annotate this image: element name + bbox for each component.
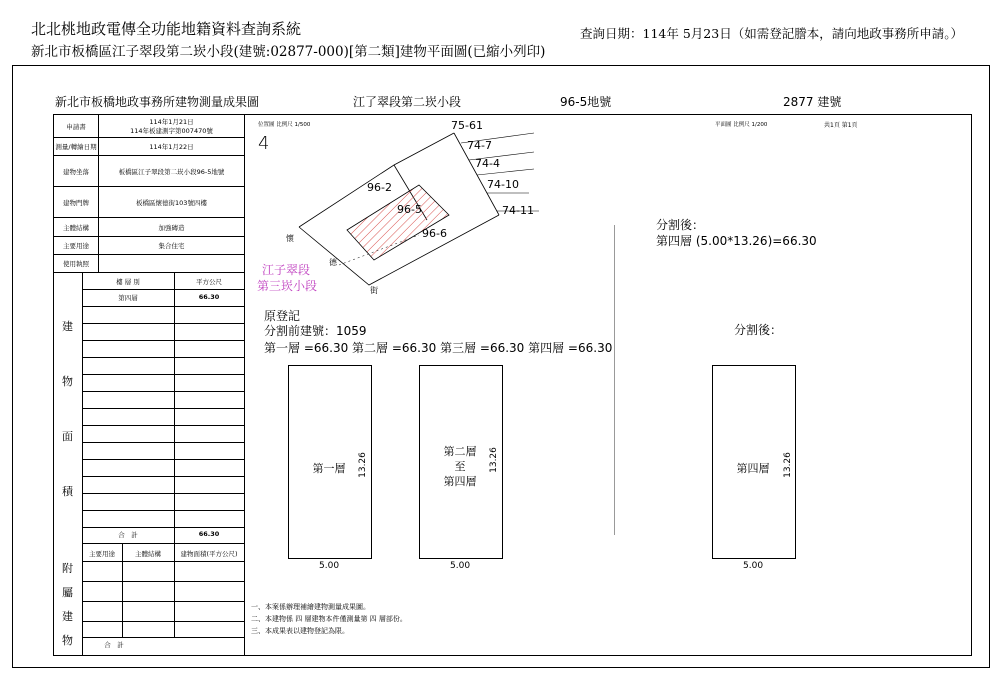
floor-name: 第四層 <box>118 294 138 302</box>
original-title: 原登記 <box>264 309 301 323</box>
lot-96-6: 96-6 <box>422 227 447 240</box>
lot-74-4: 74-4 <box>475 157 500 170</box>
table-rule <box>82 323 244 324</box>
lot-75-61: 75-61 <box>451 119 483 132</box>
annex-side <box>54 544 83 655</box>
info-table <box>54 115 245 655</box>
table-rule <box>82 306 244 307</box>
license-row <box>54 255 244 273</box>
section-label-1: 江子翠段 <box>262 263 311 277</box>
survey-date-value: 114年1月22日 <box>149 143 194 151</box>
structure-row <box>54 218 244 237</box>
plan-3-width: 5.00 <box>743 561 764 571</box>
location-label: 建物坐落 <box>54 156 99 186</box>
position-note: 位置圖 比例尺 1/500 <box>258 122 311 128</box>
annex-char-3: 建 <box>62 610 73 623</box>
lot-74-7: 74-7 <box>467 139 492 152</box>
door-row <box>54 187 244 218</box>
table-rule <box>82 289 244 290</box>
structure-label: 主體結構 <box>54 218 99 236</box>
after-calc: 第四層 (5.00*13.26)=66.30 <box>656 234 817 248</box>
plan-scale-note: 平面圖 比例尺 1/200 <box>715 122 768 128</box>
north-arrow-icon: 4 <box>258 133 270 154</box>
plan-1-height: 13.26 <box>357 452 368 478</box>
survey-date-row <box>54 138 244 156</box>
table-rule <box>82 543 244 544</box>
structure-value: 加強磚造 <box>158 223 185 232</box>
table-rule <box>82 527 244 528</box>
use-row <box>54 237 244 255</box>
annex-rule <box>82 581 244 582</box>
annex-total-label: 合 計 <box>104 641 124 649</box>
table-rule <box>82 408 244 409</box>
plan-1-label: 第一層 <box>312 462 346 475</box>
apply-label: 申請書 <box>54 115 99 137</box>
divider <box>614 225 615 535</box>
table-rule <box>82 340 244 341</box>
location-row <box>54 156 244 187</box>
table-rule <box>82 493 244 494</box>
plan-3-height: 13.26 <box>782 452 793 478</box>
page-note: 共1頁 第1頁 <box>824 122 858 129</box>
plan-1-width: 5.00 <box>319 561 340 571</box>
apply-number: 114年板建測字第007470號 <box>130 127 213 135</box>
annex-rule <box>82 637 244 638</box>
side-char-4: 積 <box>62 485 73 498</box>
plan-3-label: 第四層 <box>736 462 770 475</box>
section-title: 江了翠段第二崁小段 <box>353 95 462 109</box>
annex-rule <box>82 621 244 622</box>
lot-number: 96-5地號 <box>560 95 612 109</box>
plan-2-width: 5.00 <box>450 561 471 571</box>
system-title: 北北桃地政電傳全功能地籍資料查詢系統 <box>31 20 302 38</box>
floor-area: 66.30 <box>198 293 220 301</box>
annex-rule <box>82 561 244 562</box>
door-label: 建物門牌 <box>54 187 99 217</box>
door-value: 板橋區懷德街103號四樓 <box>136 198 207 207</box>
survey-date-label: 測量/轉繪日期 <box>54 138 99 155</box>
side-char-3: 面 <box>62 430 73 443</box>
annex-char-2: 屬 <box>62 586 73 599</box>
plan-2-height: 13.26 <box>488 447 499 473</box>
table-rule <box>82 391 244 392</box>
target-lot-hatch <box>347 185 449 260</box>
annex-char-1: 附 <box>62 562 73 575</box>
location-value: 板橋區江子翠段第二崁小段96-5地號 <box>118 167 225 176</box>
before-number: 分割前建號：1059 <box>264 324 367 338</box>
lot-96-5: 96-5 <box>397 203 422 216</box>
apply-row <box>54 115 244 138</box>
annex-col2: 主體結構 <box>135 550 161 558</box>
table-rule <box>82 476 244 477</box>
table-rule <box>82 459 244 460</box>
office-title: 新北市板橋地政事務所建物測量成果圖 <box>55 95 260 109</box>
road-char-3: 街 <box>370 286 378 295</box>
side-char-1: 建 <box>62 320 73 333</box>
road-char-2: 德 <box>329 258 337 267</box>
total-value: 66.30 <box>198 530 220 538</box>
note-3: 三、本成果表以建物登記為限。 <box>251 627 349 635</box>
after-title-2: 分割後： <box>734 323 783 337</box>
area-col-header: 平方公尺 <box>196 278 222 286</box>
table-rule <box>82 357 244 358</box>
document-subtitle: 新北市板橋區江子翠段第二崁小段(建號:02877-000)[第二類]建物平面圖(已縮小列印) <box>31 44 546 60</box>
annex-col3: 建物面積(平方公尺) <box>180 550 238 558</box>
section-label-2: 第三崁小段 <box>257 279 318 293</box>
after-title: 分割後： <box>656 218 705 232</box>
license-label: 使用執照 <box>54 255 99 272</box>
lot-96-2: 96-2 <box>367 181 392 194</box>
annex-char-4: 物 <box>62 634 73 647</box>
use-value: 集合住宅 <box>158 242 185 250</box>
note-1: 一、本案係辦理補繪建物測量成果圖。 <box>251 603 370 611</box>
annex-rule <box>82 601 244 602</box>
table-rule <box>82 442 244 443</box>
query-date: 查詢日期：114年 5月23日（如需登記謄本，請向地政事務所申請。） <box>580 26 963 41</box>
table-rule <box>82 425 244 426</box>
side-char-2: 物 <box>62 375 73 388</box>
building-area-side <box>54 273 83 543</box>
building-number: 2877 建號 <box>783 95 842 109</box>
lot-74-11: 74-11 <box>502 204 534 217</box>
table-rule <box>82 510 244 511</box>
annex-col1: 主要用途 <box>89 550 115 558</box>
total-label: 合 計 <box>118 531 138 539</box>
floor-col-header: 樓 層 別 <box>116 278 140 286</box>
use-label: 主要用途 <box>54 237 99 254</box>
table-rule <box>82 374 244 375</box>
apply-date: 114年1月21日 <box>149 118 194 126</box>
original-floors: 第一層 =66.30 第二層 =66.30 第三層 =66.30 第四層 =66.30 <box>264 341 613 355</box>
survey-sheet <box>53 114 972 656</box>
plan-2-label: 第二層 至 第四層 <box>443 445 477 488</box>
road-char-1: 懷 <box>286 234 294 243</box>
note-2: 二、本建物係 四 層建物本件僅測量第 四 層部份。 <box>251 615 407 623</box>
lot-74-10: 74-10 <box>487 178 519 191</box>
